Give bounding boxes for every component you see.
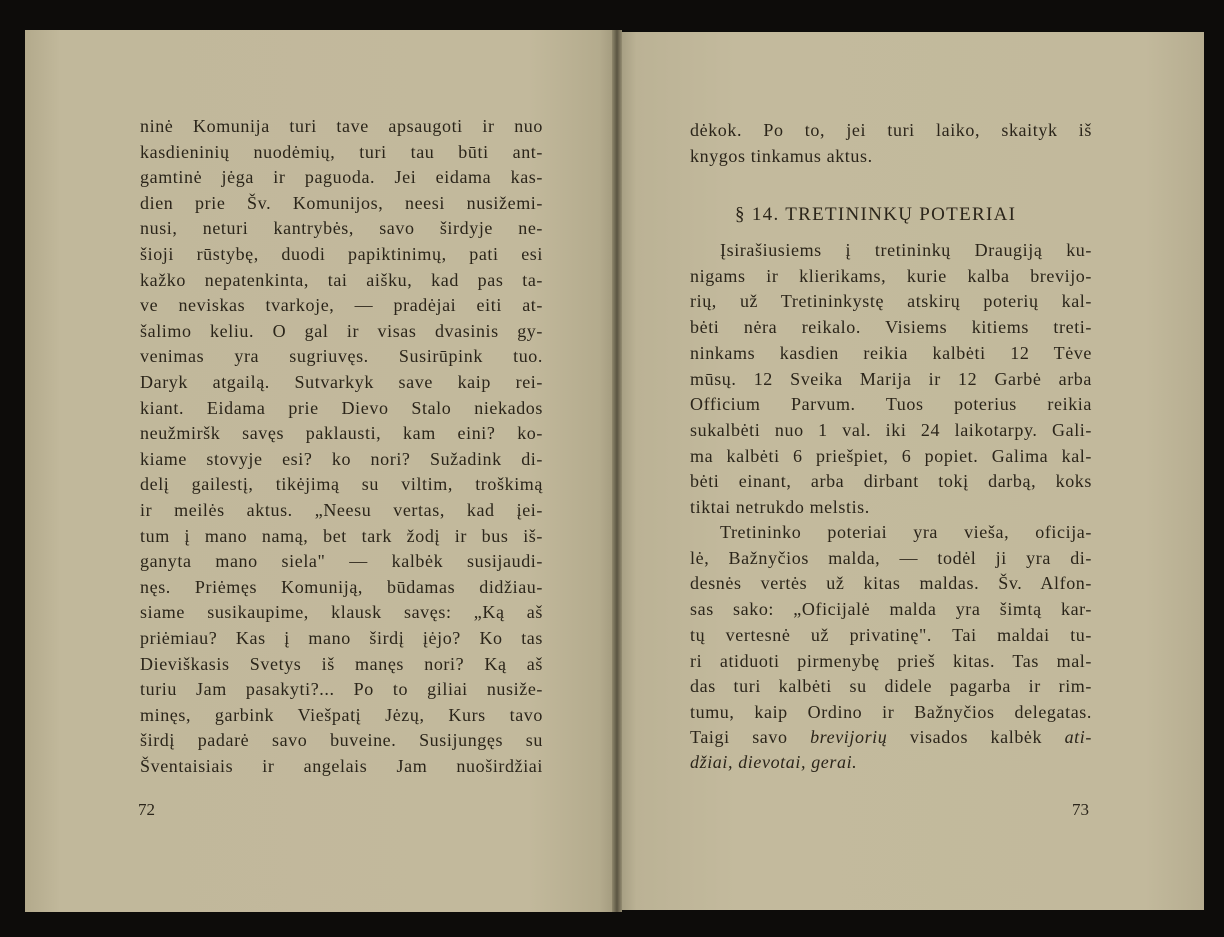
text-line: das turi kalbėti su didele pagarba ir rim- <box>690 676 1092 697</box>
text-line: širdį padarė savo buveine. Susijungęs su <box>140 730 543 751</box>
text-line: rių, už Tretininkystę atskirų poterių kal- <box>690 291 1092 312</box>
text-line: gamtinė jėga ir paguoda. Jei eidama kas- <box>140 167 543 188</box>
text-line: sas sako: „Oficijalė malda yra šimtą kar- <box>690 599 1092 620</box>
page-number-right: 73 <box>1072 800 1089 819</box>
text-line: neužmiršk savęs paklausti, kam eini? ko- <box>140 423 543 444</box>
text-line: ir meilės aktus. „Neesu vertas, kad įei- <box>140 500 543 520</box>
text-line: lė, Bažnyčios malda, — todėl ji yra di- <box>690 547 1092 568</box>
book-gutter <box>612 30 622 912</box>
text-line: Įsirašiusiems į tretininkų Draugiją ku- <box>720 240 1092 260</box>
text-line <box>690 751 1092 773</box>
text-line: nigams ir klierikams, kurie kalba brevijo- <box>690 265 1092 286</box>
text-line: tų vertesnė už privatinę". Tai maldai tu- <box>690 624 1092 645</box>
text-line: ninė Komunija turi tave apsaugoti ir nuo <box>140 116 543 136</box>
text-line: siame susikaupime, klausk savęs: „Ką aš <box>140 602 543 623</box>
text-line: turiu Jam pasakyti?... Po to giliai nusiže- <box>140 679 543 700</box>
text-line: dien prie Šv. Komunijos, neesi nusižemi- <box>140 192 543 213</box>
text-line: ganyta mano siela" — kalbėk susijaudi- <box>140 551 543 572</box>
text-line: bėti einant, arba dirbant tokį darbą, koks <box>690 471 1092 492</box>
text-line: desnės vertės už kitas maldas. Šv. Alfon- <box>690 573 1092 594</box>
text-line: bėti nėra reikalo. Visiems kitiems treti- <box>690 317 1092 338</box>
text-line: priėmiau? Kas į mano širdį įėjo? Ko tas <box>140 628 543 648</box>
text-line: ri atiduoti pirmenybę prieš kitas. Tas mal- <box>690 650 1092 671</box>
text-segment: visados kalbėk <box>887 727 1065 747</box>
text-line: tum į mano namą, bet tark žodį ir bus iš- <box>140 525 543 546</box>
italic-term: brevijorių <box>810 727 888 747</box>
text-line: venimas yra sugriuvęs. Susirūpink tuo. <box>140 346 543 367</box>
text-line: Tretininko poteriai yra vieša, oficija- <box>720 522 1092 542</box>
text-line: minęs, garbink Viešpatį Jėzų, Kurs tavo <box>140 704 543 725</box>
text-line: Šventaisiais ir angelais Jam nuoširdžiai <box>140 756 543 776</box>
text-line: ve neviskas tvarkoje, — pradėjai eiti at- <box>140 295 543 316</box>
text-line: nusi, neturi kantrybės, savo širdyje ne- <box>140 218 543 239</box>
italic-term: džiai, dievotai, gerai. <box>690 752 858 772</box>
text-line: ninkams kasdien reikia kalbėti 12 Tėve <box>690 342 1092 363</box>
text-line: šioji rūstybę, duodi papiktinimų, pati esi <box>140 244 543 264</box>
text-line: Officium Parvum. Tuos poterius reikia <box>690 394 1092 415</box>
page-number-left: 72 <box>138 800 155 819</box>
section-heading: § 14. TRETININKŲ POTERIAI <box>735 204 1017 225</box>
text-line: tumu, kaip Ordino ir Bažnyčios delegatas. <box>690 701 1092 722</box>
text-line: sukalbėti nuo 1 val. iki 24 laikotarpy. Gali- <box>690 419 1092 440</box>
text-line: Daryk atgailą. Sutvarkyk save kaip rei- <box>140 372 543 392</box>
text-segment: Taigi savo <box>690 727 811 747</box>
text-line: mūsų. 12 Sveika Marija ir 12 Garbė arba <box>690 368 1092 389</box>
text-line: dėkok. Po to, jei turi laiko, skaityk iš <box>690 120 1092 140</box>
text-line: kasdieninių nuodėmių, turi tau būti ant- <box>140 141 543 162</box>
text-line <box>690 726 1092 748</box>
text-line: delį gailestį, tikėjimą su viltim, troškimą <box>140 474 543 495</box>
text-line: tiktai netrukdo melstis. <box>690 497 870 517</box>
text-line: kažko nepatenkinta, tai aišku, kad pas ta- <box>140 269 543 290</box>
italic-term: ati- <box>1064 727 1092 747</box>
text-line: knygos tinkamus aktus. <box>690 146 873 166</box>
text-line: Dieviškasis Svetys iš manęs nori? Ką aš <box>140 653 543 674</box>
text-line: kiant. Eidama prie Dievo Stalo niekados <box>140 397 543 418</box>
text-line: nęs. Priėmęs Komuniją, būdamas didžiau- <box>140 576 543 597</box>
text-line: kiame stovyje esi? ko nori? Sužadink di- <box>140 448 543 469</box>
text-line: ma kalbėti 6 priešpiet, 6 popiet. Galima kal- <box>690 445 1092 466</box>
text-line: šalimo keliu. O gal ir visas dvasinis gy- <box>140 320 543 341</box>
